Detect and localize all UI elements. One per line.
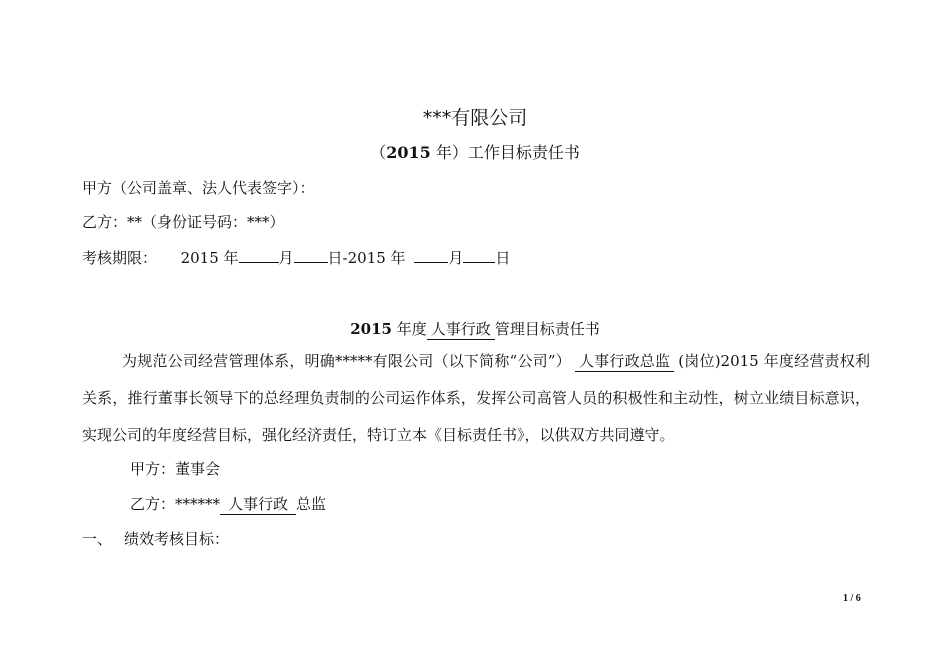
month-start-blank: [239, 248, 279, 263]
document-subtitle: [0, 140, 950, 163]
period-day-end: 日: [495, 249, 511, 267]
section-title-end: 管理目标责任书: [494, 320, 600, 338]
item-1-heading: [82, 529, 229, 549]
sign-b-dept: 人事行政: [220, 495, 296, 515]
company-title: ***有限公司: [422, 107, 528, 129]
sign-b-suffix: 总监: [296, 495, 327, 513]
period-day-start: 日-2015 年: [327, 249, 406, 267]
item-1-number: 一、: [82, 530, 113, 548]
subtitle-year: 2015: [386, 143, 431, 162]
para-part2: (岗位)2015 年度经营责权利关系，推行董事长领导下的总经理负责制的公司运作体系，发挥公司高管人员的积极性和主动性，树立业绩目标意识，实现公司的年度经营目标，强化经济责任，特订立本《目标责任书》，以供双方共同遵守。: [82, 352, 870, 444]
section-title-dept: 人事行政: [427, 320, 495, 340]
item-1-text: 绩效考核目标：: [124, 530, 230, 548]
intro-paragraph: [82, 343, 870, 454]
sign-party-b: [130, 494, 326, 514]
para-position: 人事行政总监: [575, 352, 674, 372]
period-month-end: 月: [448, 249, 464, 267]
page-number: 1 / 6: [843, 593, 861, 604]
section-title-mid: 年度: [396, 320, 427, 338]
period-month-start: 月: [278, 249, 294, 267]
day-end-blank: [463, 248, 495, 263]
section-title: [0, 319, 950, 339]
month-end-blank: [414, 248, 448, 263]
period-label: 考核期限：: [82, 249, 158, 267]
section-title-year: 2015: [350, 320, 392, 338]
subtitle-rest: 年）工作目标责任书: [435, 143, 580, 162]
party-b-line: 乙方：**（身份证号码：***）: [82, 213, 285, 231]
assessment-period: [82, 248, 510, 268]
sign-party-a: 甲方：董事会: [130, 460, 221, 478]
period-year-start: 2015 年: [180, 249, 239, 267]
sign-b-prefix: 乙方：******: [130, 495, 221, 513]
day-start-blank: [294, 248, 328, 263]
party-a-line: 甲方（公司盖章、法人代表签字）：: [82, 179, 315, 197]
subtitle-prefix: （: [370, 143, 387, 162]
para-part1: 为规范公司经营管理体系，明确*****有限公司（以下简称“公司”）: [122, 352, 571, 370]
